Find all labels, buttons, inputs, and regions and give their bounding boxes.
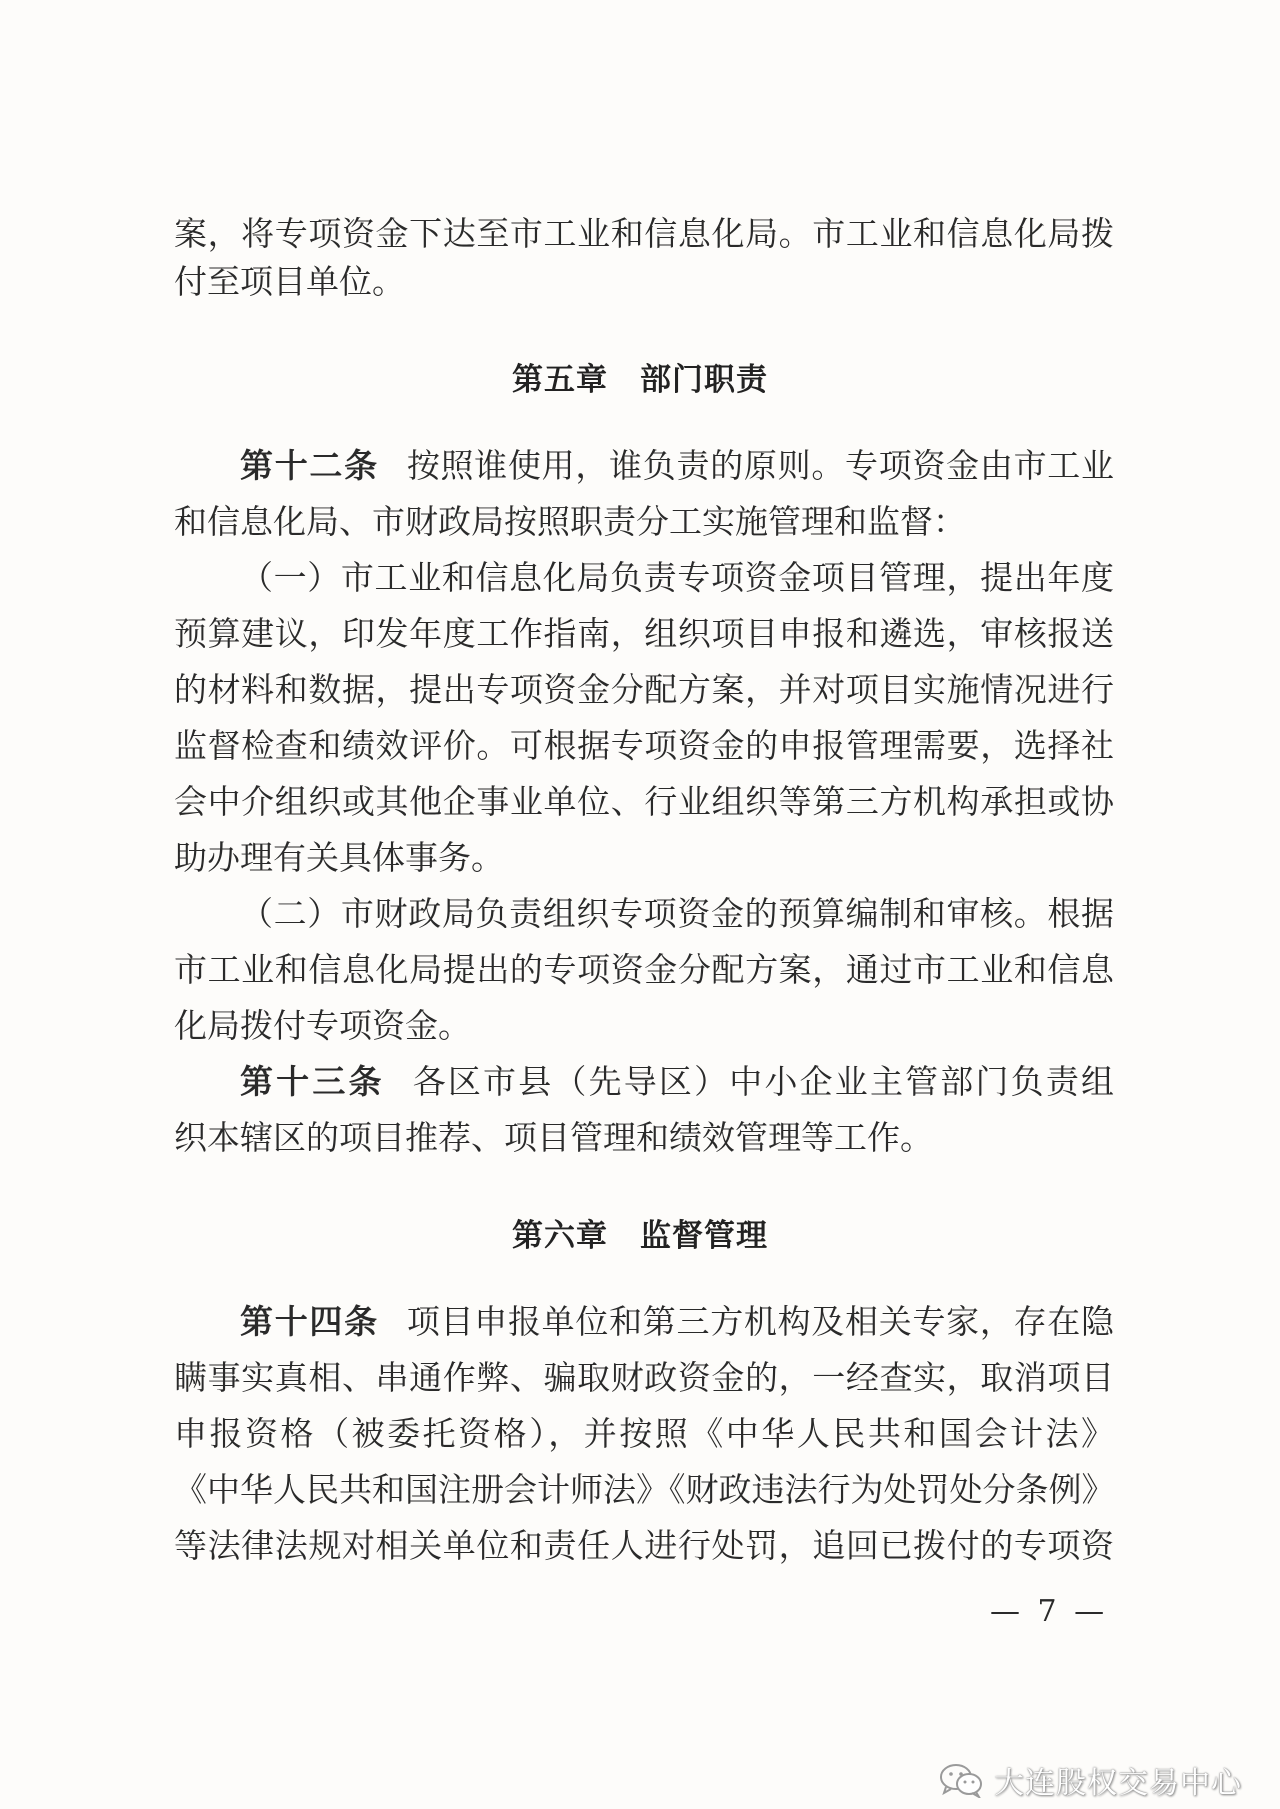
chapter-heading: 第六章 监督管理 [512, 1218, 768, 1254]
body-line: （一）市工业和信息化局负责专项资金项目管理，提出年度 [240, 558, 1114, 597]
article-text: 各区市县（先导区）中小企业主管部门负责组 [412, 1062, 1115, 1101]
body-line: 助办理有关具体事务。 [174, 838, 504, 877]
body-line: 和信息化局、市财政局按照职责分工实施管理和监督： [174, 502, 966, 541]
page-number: — 7 — [990, 1594, 1109, 1629]
watermark-text: 大连股权交易中心 [994, 1766, 1242, 1801]
body-line: 预算建议，印发年度工作指南，组织项目申报和遴选，审核报送 [174, 614, 1114, 653]
watermark [938, 1760, 1242, 1800]
article-line [174, 446, 1114, 486]
article-line [174, 1302, 1114, 1342]
article-number: 第十四条 [240, 1302, 379, 1341]
body-line: 织本辖区的项目推荐、项目管理和绩效管理等工作。 [174, 1118, 933, 1157]
article-number: 第十二条 [240, 446, 379, 485]
article-line [174, 1062, 1114, 1102]
body-line: 监督检查和绩效评价。可根据专项资金的申报管理需要，选择社 [174, 726, 1114, 765]
body-line: 《中华人民共和国注册会计师法》《财政违法行为处罚处分条例》 [174, 1470, 1115, 1509]
chapter-heading: 第五章 部门职责 [512, 362, 768, 398]
body-line: 付至项目单位。 [174, 262, 405, 301]
article-number: 第十三条 [240, 1062, 385, 1101]
wechat-icon [938, 1762, 984, 1798]
body-line: 等法律法规对相关单位和责任人进行处罚，追回已拨付的专项资 [174, 1526, 1114, 1565]
body-line: （二）市财政局负责组织专项资金的预算编制和审核。根据 [240, 894, 1114, 933]
article-text: 按照谁使用，谁负责的原则。专项资金由市工业 [406, 446, 1115, 485]
body-line: 会中介组织或其他企事业单位、行业组织等第三方机构承担或协 [174, 782, 1114, 821]
body-line: 市工业和信息化局提出的专项资金分配方案，通过市工业和信息 [174, 950, 1114, 989]
body-line: 瞒事实真相、串通作弊、骗取财政资金的，一经查实，取消项目 [174, 1358, 1114, 1397]
article-text: 项目申报单位和第三方机构及相关专家，存在隐 [406, 1302, 1115, 1341]
body-line: 申报资格（被委托资格），并按照《中华人民共和国会计法》 [174, 1414, 1114, 1453]
body-line: 案，将专项资金下达至市工业和信息化局。市工业和信息化局拨 [174, 214, 1114, 253]
body-line: 化局拨付专项资金。 [174, 1006, 471, 1045]
body-line: 的材料和数据，提出专项资金分配方案，并对项目实施情况进行 [174, 670, 1114, 709]
